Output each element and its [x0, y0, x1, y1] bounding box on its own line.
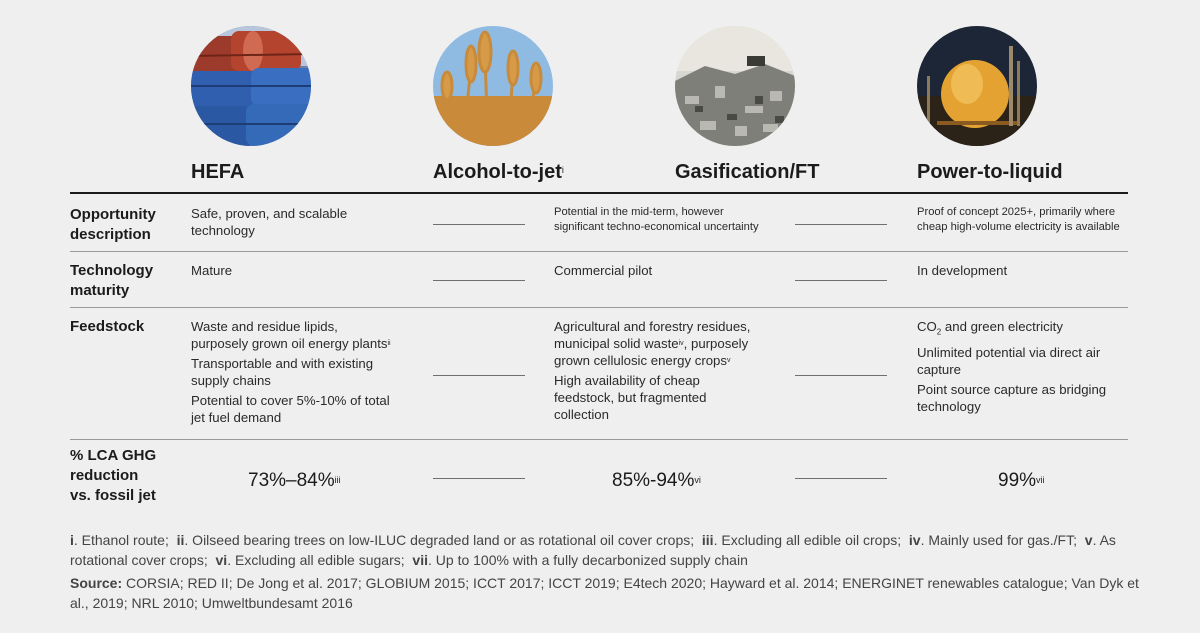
gas-opportunity-cell: Potential in the mid-term, however significant techno-economical uncertainty: [554, 206, 759, 233]
gas-opportunity-dash: [795, 224, 887, 225]
footnote: vi. Excluding all edible sugars;: [215, 552, 405, 568]
column-title-alcohol-to-jet: Alcohol-to-jet$^i$: [433, 161, 564, 183]
gas-maturity-cell: Commercial pilot: [554, 263, 653, 278]
row-label-ghg: % LCA GHG reduction vs. fossil jet: [70, 447, 157, 504]
footnote: v. As rotational cover crops;: [70, 532, 1116, 568]
header-rule: [70, 192, 1128, 194]
gas-ghg-value: 85%-94%$^{vi}$: [612, 470, 701, 491]
footnote: iii. Excluding all edible oil crops;: [701, 532, 902, 548]
ptl-ghg-value: 99%$^{vii}$: [998, 470, 1045, 491]
column-title-power-to-liquid: Power-to-liquid: [917, 161, 1063, 183]
industrial-tank-image: [917, 26, 1037, 146]
hefa-feedstock-cell: Waste and residue lipids, purposely grown oil energy plants$^{ii}$ Transportable and with existing supply chains Potential to cover 5%-10% of total jet fuel demand: [191, 319, 391, 425]
row-divider: [70, 439, 1128, 440]
gas-feedstock-cell: Agricultural and forestry residues, municipal solid waste$^{iv}$, purposely grown cellulosic energy crops$^v$ High availability of cheap feedstock, but fragmented collection: [554, 319, 751, 422]
wheat-field-image: [433, 26, 553, 146]
oil-barrels-image: [191, 26, 311, 146]
hefa-opportunity-cell: Safe, proven, and scalable technology: [191, 206, 348, 238]
footnotes: [70, 530, 1140, 570]
row-label-maturity: Technology maturity: [70, 262, 154, 299]
footnote: i. Ethanol route;: [70, 532, 169, 548]
column-title-gasification-ft: Gasification/FT: [675, 161, 820, 183]
ptl-maturity-cell: In development: [917, 263, 1008, 278]
column-title-hefa: HEFA: [191, 161, 245, 183]
landfill-waste-image: [675, 26, 795, 146]
row-divider: [70, 307, 1128, 308]
source-citation: Source: CORSIA; RED II; De Jong et al. 2017; GLOBIUM 2015; ICCT 2017; ICCT 2019; E4tech 2020; Hayward et al. 2014; ENERGINET renewables catalogue; Van Dyk et al., 2019; NRL 2010; Umweltbundesamt 2016: [70, 575, 1139, 611]
hefa-maturity-cell: Mature: [191, 263, 233, 278]
gas-maturity-dash: [795, 280, 887, 281]
alcohol-opportunity-dash: [433, 224, 525, 225]
row-label-opportunity: Opportunity description: [70, 206, 156, 243]
row-divider: [70, 251, 1128, 252]
gas-feedstock-dash: [795, 375, 887, 376]
footnote: iv. Mainly used for gas./FT;: [908, 532, 1077, 548]
gas-ghg-dash: [795, 478, 887, 479]
footnote: vii. Up to 100% with a fully decarbonized supply chain: [412, 552, 748, 568]
alcohol-feedstock-dash: [433, 375, 525, 376]
alcohol-ghg-dash: [433, 478, 525, 479]
ptl-feedstock-cell: $CO_2$ and green electricity Unlimited potential via direct air capture Point source capture as bridging technology: [917, 319, 1107, 414]
alcohol-maturity-dash: [433, 280, 525, 281]
ptl-opportunity-cell: Proof of concept 2025+, primarily where cheap high-volume electricity is available: [917, 206, 1120, 233]
row-label-feedstock: Feedstock: [70, 318, 145, 335]
footnote: ii. Oilseed bearing trees on low-ILUC degraded land or as rotational oil cover crops;: [176, 532, 695, 548]
hefa-ghg-value: 73%–84%$^{iii}$: [248, 470, 341, 491]
